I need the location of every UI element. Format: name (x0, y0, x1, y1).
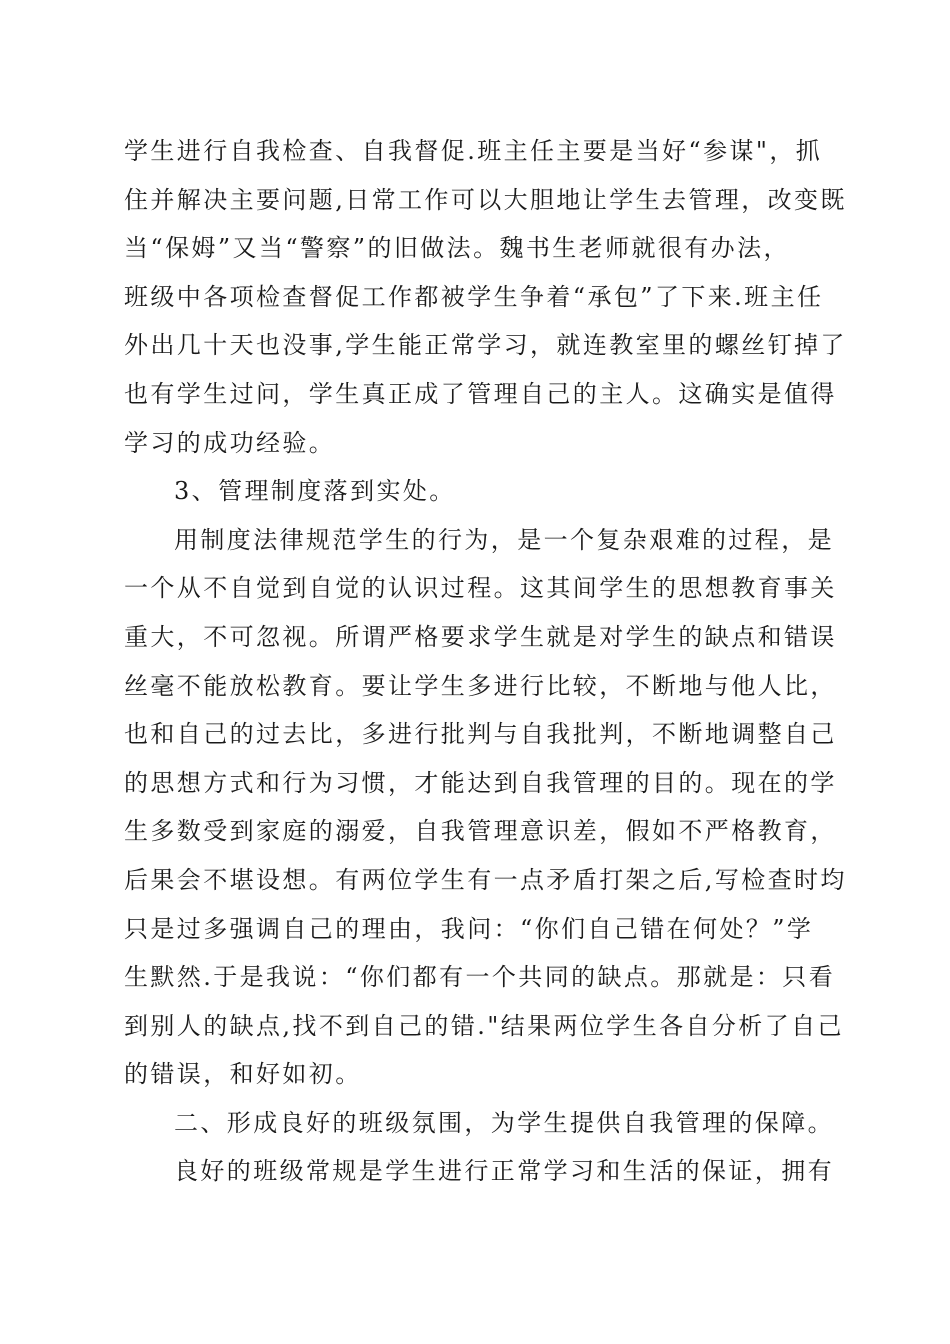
text-line-12: 丝毫不能放松教育。要让学生多进行比较，不断地与他人比， (124, 671, 837, 700)
text-line-13: 也和自己的过去比，多进行批判与自我批判，不断地调整自己 (124, 720, 837, 749)
text-line-5: 外出几十天也没事,学生能正常学习，就连教室里的螺丝钉掉了 (124, 331, 847, 360)
text-line-1: 学生进行自我检查、自我督促.班主任主要是当好“参谋"，抓 (124, 137, 823, 165)
text-line-10: 一个从不自觉到自觉的认识过程。这其间学生的思想教育事关 (124, 574, 837, 603)
section-heading-2: 二、形成良好的班级氛围，为学生提供自我管理的保障。 (174, 1108, 834, 1137)
text-line-6: 也有学生过问，学生真正成了管理自己的主人。这确实是值得 (124, 379, 837, 408)
section-heading: 3、管理制度落到实处。 (174, 477, 456, 506)
text-line-3: 当“保姆”又当“警察”的旧做法。魏书生老师就很有办法， (124, 234, 790, 263)
text-line-16: 后果会不堪设想。有两位学生有一点矛盾打架之后,写检查时均 (124, 865, 847, 894)
text-line-14: 的思想方式和行为习惯，才能达到自我管理的目的。现在的学 (124, 768, 837, 797)
text-line-7: 学习的成功经验。 (124, 428, 336, 457)
text-line-19: 到别人的缺点,找不到自己的错."结果两位学生各自分析了自己 (124, 1011, 844, 1040)
text-line-9: 用制度法律规范学生的行为，是一个复杂艰难的过程，是 (174, 525, 834, 554)
text-line-15: 生多数受到家庭的溺爱，自我管理意识差，假如不严格教育， (124, 817, 837, 846)
text-line-4: 班级中各项检查督促工作都被学生争着“承包”了下来.班主任 (124, 282, 824, 311)
text-line-18: 生默然.于是我说：“你们都有一个共同的缺点。那就是：只看 (124, 963, 836, 992)
document-body (124, 127, 847, 1196)
text-line-11: 重大，不可忽视。所谓严格要求学生就是对学生的缺点和错误 (124, 622, 837, 651)
text-line-2: 住并解决主要问题,日常工作可以大胆地让学生去管理，改变既 (124, 185, 847, 214)
text-line-17: 只是过多强调自己的理由，我问：“你们自己错在何处？”学 (124, 914, 814, 943)
text-line-20: 的错误，和好如初。 (124, 1060, 362, 1089)
text-line-22: 良好的班级常规是学生进行正常学习和生活的保证，拥有 (174, 1157, 834, 1186)
